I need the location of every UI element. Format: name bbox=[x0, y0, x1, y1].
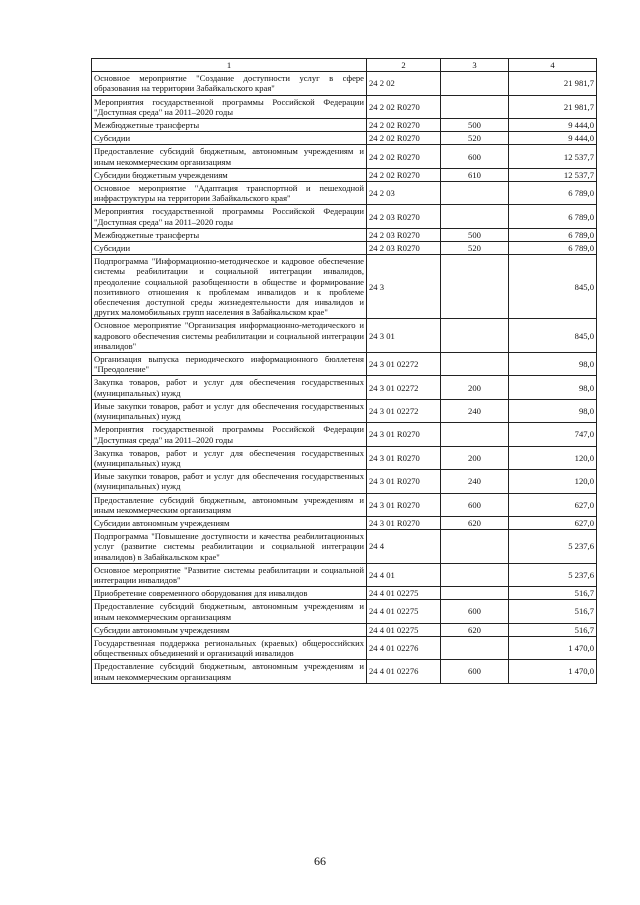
row-name-cell: Иные закупки товаров, работ и услуг для обеспечения государственных (муниципальных) нужд bbox=[92, 399, 367, 422]
row-name-cell: Основное мероприятие "Адаптация транспортной и пешеходной инфраструктуры на территории Забайкальского края" bbox=[92, 182, 367, 205]
row-amount-cell: 1 470,0 bbox=[509, 660, 597, 683]
row-name-cell: Государственная поддержка региональных (краевых) общероссийских общественных объединений и организаций инвалидов bbox=[92, 636, 367, 659]
row-name-cell: Основное мероприятие "Развитие системы реабилитации и социальной интеграции инвалидов" bbox=[92, 563, 367, 586]
row-code-cell: 24 2 02 bbox=[367, 72, 441, 95]
row-amount-cell: 516,7 bbox=[509, 600, 597, 623]
row-name-cell: Предоставление субсидий бюджетным, автономным учреждениям и иным некоммерческим организациям bbox=[92, 600, 367, 623]
row-code-cell: 24 4 bbox=[367, 530, 441, 564]
table-row bbox=[92, 145, 597, 168]
row-code-cell: 24 2 03 R0270 bbox=[367, 205, 441, 228]
row-name-cell: Мероприятия государственной программы Российской Федерации "Доступная среда" на 2011–2020 годы bbox=[92, 205, 367, 228]
row-name-cell: Подпрограмма "Информационно-методическое и кадровое обеспечение системы реабилитации и социальной интеграции инвалидов, преодоление социальной разобщенности в обществе и формирование позитивного отношения к проблемам инвалидов и к проблеме обеспечения доступной среды жизнедеятельности для инвалидов и других маломобильных групп населения в Забайкальском крае" bbox=[92, 255, 367, 319]
row-amount-cell: 12 537,7 bbox=[509, 145, 597, 168]
row-name-cell: Субсидии bbox=[92, 132, 367, 145]
row-amount-cell: 9 444,0 bbox=[509, 119, 597, 132]
column-number-3: 3 bbox=[441, 59, 509, 72]
table-row bbox=[92, 423, 597, 446]
table-row bbox=[92, 205, 597, 228]
table-row bbox=[92, 516, 597, 529]
row-code-cell: 24 4 01 02275 bbox=[367, 600, 441, 623]
table-row bbox=[92, 623, 597, 636]
row-name-cell: Основное мероприятие "Создание доступности услуг в сфере образования на территории Забайкальского края" bbox=[92, 72, 367, 95]
row-code-cell: 24 3 01 R0270 bbox=[367, 470, 441, 493]
row-code-cell: 24 2 02 R0270 bbox=[367, 95, 441, 118]
row-amount-cell: 5 237,6 bbox=[509, 563, 597, 586]
row-code-cell: 24 4 01 02275 bbox=[367, 587, 441, 600]
row-type-cell: 600 bbox=[441, 493, 509, 516]
row-code-cell: 24 3 01 02272 bbox=[367, 399, 441, 422]
row-code-cell: 24 3 01 02272 bbox=[367, 353, 441, 376]
row-code-cell: 24 2 02 R0270 bbox=[367, 168, 441, 181]
table-row bbox=[92, 95, 597, 118]
row-amount-cell: 845,0 bbox=[509, 319, 597, 353]
column-number-4: 4 bbox=[509, 59, 597, 72]
table-row bbox=[92, 168, 597, 181]
row-code-cell: 24 4 01 02275 bbox=[367, 623, 441, 636]
row-amount-cell: 747,0 bbox=[509, 423, 597, 446]
table-row bbox=[92, 399, 597, 422]
row-amount-cell: 12 537,7 bbox=[509, 168, 597, 181]
row-code-cell: 24 3 bbox=[367, 255, 441, 319]
row-type-cell: 500 bbox=[441, 119, 509, 132]
row-amount-cell: 6 789,0 bbox=[509, 182, 597, 205]
budget-table-body bbox=[92, 59, 597, 684]
row-amount-cell: 516,7 bbox=[509, 623, 597, 636]
table-row bbox=[92, 72, 597, 95]
row-type-cell bbox=[441, 205, 509, 228]
table-row bbox=[92, 319, 597, 353]
row-name-cell: Приобретение современного оборудования для инвалидов bbox=[92, 587, 367, 600]
table-row bbox=[92, 132, 597, 145]
table-row bbox=[92, 530, 597, 564]
row-type-cell bbox=[441, 255, 509, 319]
row-code-cell: 24 4 01 02276 bbox=[367, 636, 441, 659]
table-row bbox=[92, 255, 597, 319]
column-number-2: 2 bbox=[367, 59, 441, 72]
table-row bbox=[92, 376, 597, 399]
row-name-cell: Субсидии bbox=[92, 242, 367, 255]
row-code-cell: 24 2 03 bbox=[367, 182, 441, 205]
table-row bbox=[92, 242, 597, 255]
row-type-cell bbox=[441, 182, 509, 205]
row-type-cell bbox=[441, 319, 509, 353]
table-row bbox=[92, 470, 597, 493]
row-code-cell: 24 3 01 R0270 bbox=[367, 446, 441, 469]
row-code-cell: 24 2 02 R0270 bbox=[367, 145, 441, 168]
row-type-cell: 200 bbox=[441, 376, 509, 399]
budget-table bbox=[91, 58, 597, 684]
row-amount-cell: 6 789,0 bbox=[509, 242, 597, 255]
table-row bbox=[92, 660, 597, 683]
row-code-cell: 24 2 03 R0270 bbox=[367, 242, 441, 255]
table-row bbox=[92, 353, 597, 376]
row-amount-cell: 98,0 bbox=[509, 399, 597, 422]
row-type-cell: 620 bbox=[441, 516, 509, 529]
row-name-cell: Предоставление субсидий бюджетным, автономным учреждениям и иным некоммерческим организациям bbox=[92, 660, 367, 683]
table-row bbox=[92, 563, 597, 586]
row-amount-cell: 627,0 bbox=[509, 493, 597, 516]
row-name-cell: Основное мероприятие "Организация информационно-методического и кадрового обеспечения системы реабилитации и социальной интеграции инвалидов" bbox=[92, 319, 367, 353]
row-amount-cell: 627,0 bbox=[509, 516, 597, 529]
row-type-cell bbox=[441, 72, 509, 95]
row-code-cell: 24 2 02 R0270 bbox=[367, 132, 441, 145]
row-name-cell: Субсидии автономным учреждениям bbox=[92, 516, 367, 529]
row-amount-cell: 21 981,7 bbox=[509, 72, 597, 95]
row-name-cell: Мероприятия государственной программы Российской Федерации "Доступная среда" на 2011–2020 годы bbox=[92, 423, 367, 446]
row-code-cell: 24 3 01 bbox=[367, 319, 441, 353]
row-amount-cell: 120,0 bbox=[509, 446, 597, 469]
table-row bbox=[92, 119, 597, 132]
row-code-cell: 24 3 01 R0270 bbox=[367, 516, 441, 529]
row-amount-cell: 845,0 bbox=[509, 255, 597, 319]
row-amount-cell: 98,0 bbox=[509, 376, 597, 399]
table-row bbox=[92, 587, 597, 600]
row-amount-cell: 5 237,6 bbox=[509, 530, 597, 564]
row-name-cell: Предоставление субсидий бюджетным, автономным учреждениям и иным некоммерческим организациям bbox=[92, 493, 367, 516]
row-name-cell: Предоставление субсидий бюджетным, автономным учреждениям и иным некоммерческим организациям bbox=[92, 145, 367, 168]
table-row bbox=[92, 446, 597, 469]
table-row bbox=[92, 228, 597, 241]
page-number: 66 bbox=[314, 854, 326, 868]
row-name-cell: Подпрограмма "Повышение доступности и качества реабилитационных услуг (развитие системы реабилитации и социальной интеграции инвалидов) в Забайкальском крае" bbox=[92, 530, 367, 564]
row-code-cell: 24 3 01 R0270 bbox=[367, 423, 441, 446]
row-code-cell: 24 2 03 R0270 bbox=[367, 228, 441, 241]
row-type-cell: 610 bbox=[441, 168, 509, 181]
table-row bbox=[92, 600, 597, 623]
table-row bbox=[92, 182, 597, 205]
row-type-cell: 600 bbox=[441, 600, 509, 623]
row-name-cell: Мероприятия государственной программы Российской Федерации "Доступная среда" на 2011–2020 годы bbox=[92, 95, 367, 118]
row-type-cell: 240 bbox=[441, 470, 509, 493]
table-row bbox=[92, 493, 597, 516]
row-code-cell: 24 3 01 02272 bbox=[367, 376, 441, 399]
row-type-cell bbox=[441, 95, 509, 118]
row-amount-cell: 6 789,0 bbox=[509, 228, 597, 241]
row-type-cell bbox=[441, 423, 509, 446]
row-amount-cell: 1 470,0 bbox=[509, 636, 597, 659]
row-amount-cell: 120,0 bbox=[509, 470, 597, 493]
row-code-cell: 24 4 01 bbox=[367, 563, 441, 586]
row-name-cell: Закупка товаров, работ и услуг для обеспечения государственных (муниципальных) нужд bbox=[92, 376, 367, 399]
row-name-cell: Иные закупки товаров, работ и услуг для обеспечения государственных (муниципальных) нужд bbox=[92, 470, 367, 493]
column-number-row bbox=[92, 59, 597, 72]
row-type-cell bbox=[441, 636, 509, 659]
row-type-cell: 200 bbox=[441, 446, 509, 469]
row-amount-cell: 98,0 bbox=[509, 353, 597, 376]
row-amount-cell: 516,7 bbox=[509, 587, 597, 600]
row-name-cell: Организация выпуска периодического информационного бюллетеня "Преодоление" bbox=[92, 353, 367, 376]
row-amount-cell: 6 789,0 bbox=[509, 205, 597, 228]
row-type-cell: 620 bbox=[441, 623, 509, 636]
row-name-cell: Межбюджетные трансферты bbox=[92, 228, 367, 241]
column-number-1: 1 bbox=[92, 59, 367, 72]
row-type-cell: 240 bbox=[441, 399, 509, 422]
row-name-cell: Закупка товаров, работ и услуг для обеспечения государственных (муниципальных) нужд bbox=[92, 446, 367, 469]
row-type-cell: 500 bbox=[441, 228, 509, 241]
row-code-cell: 24 4 01 02276 bbox=[367, 660, 441, 683]
row-type-cell: 600 bbox=[441, 145, 509, 168]
row-name-cell: Субсидии автономным учреждениям bbox=[92, 623, 367, 636]
table-row bbox=[92, 636, 597, 659]
row-type-cell bbox=[441, 353, 509, 376]
row-type-cell: 520 bbox=[441, 132, 509, 145]
row-name-cell: Межбюджетные трансферты bbox=[92, 119, 367, 132]
row-type-cell: 600 bbox=[441, 660, 509, 683]
row-code-cell: 24 2 02 R0270 bbox=[367, 119, 441, 132]
row-type-cell bbox=[441, 530, 509, 564]
row-type-cell bbox=[441, 587, 509, 600]
row-amount-cell: 9 444,0 bbox=[509, 132, 597, 145]
row-name-cell: Субсидии бюджетным учреждениям bbox=[92, 168, 367, 181]
row-type-cell bbox=[441, 563, 509, 586]
row-type-cell: 520 bbox=[441, 242, 509, 255]
row-amount-cell: 21 981,7 bbox=[509, 95, 597, 118]
row-code-cell: 24 3 01 R0270 bbox=[367, 493, 441, 516]
